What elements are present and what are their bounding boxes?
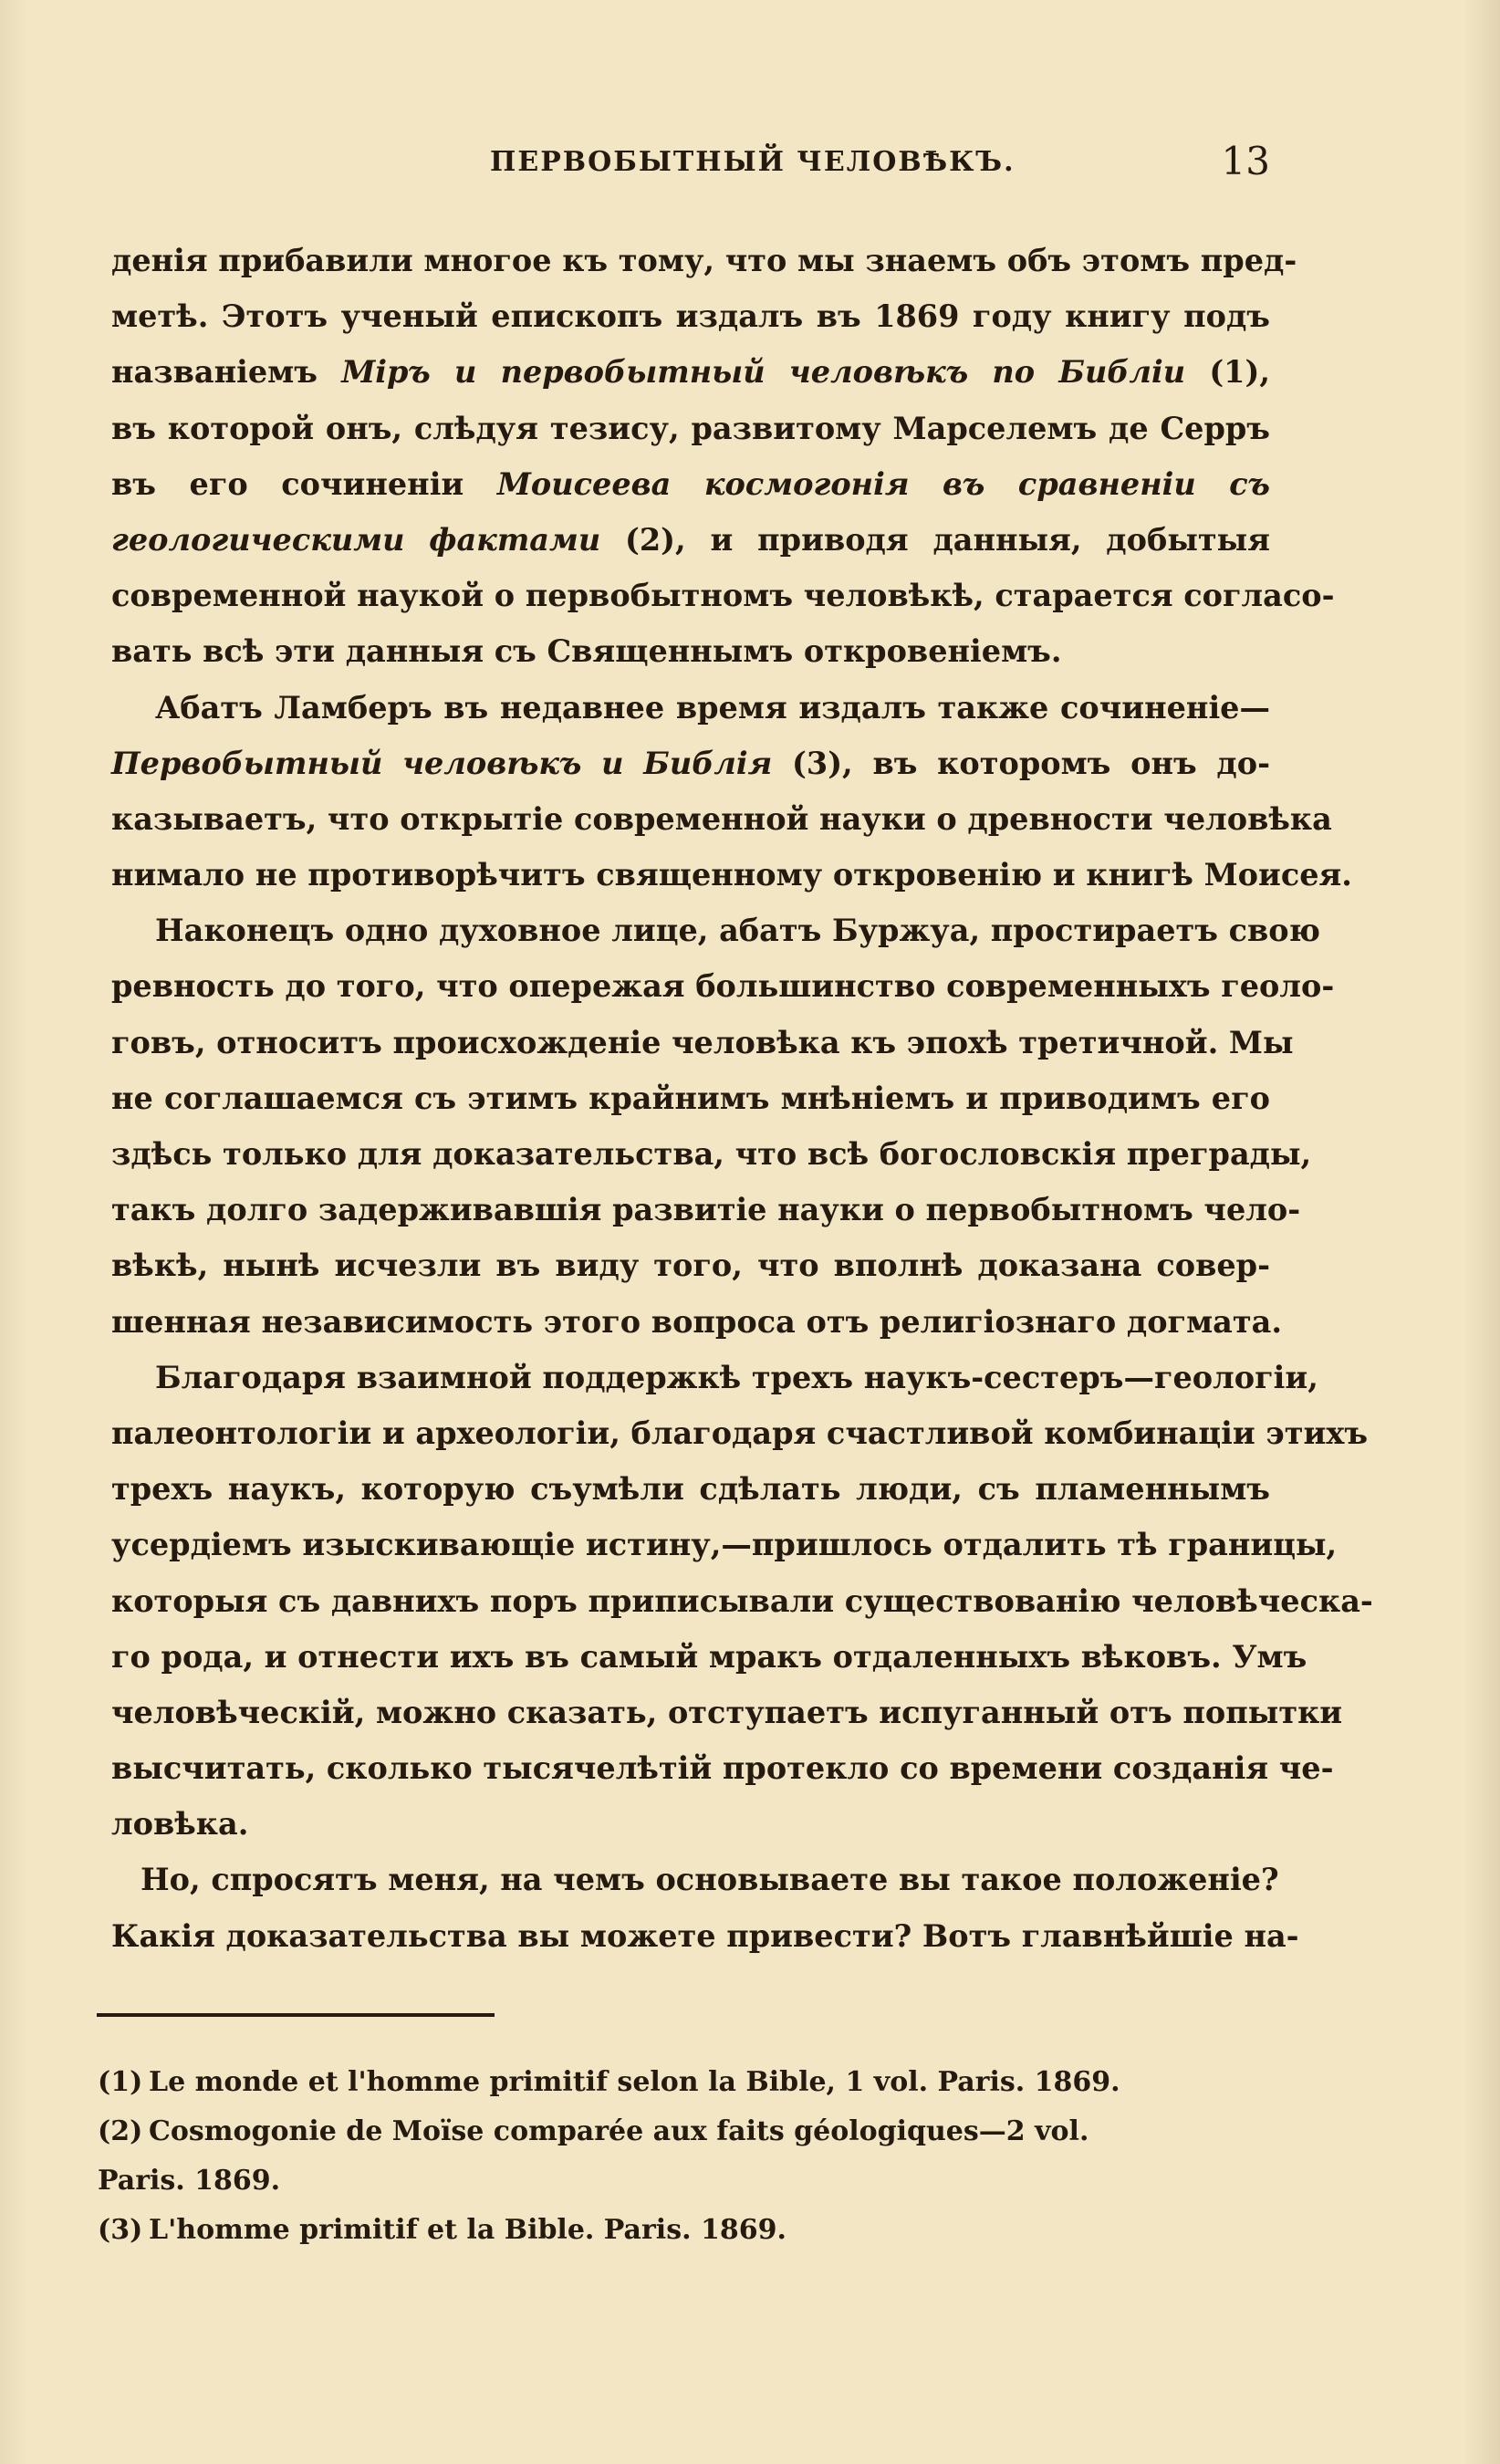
text-run: здѣсь только для доказательства, что всѣ богословскія преграды, [111, 1136, 1312, 1172]
text-run: ревность до того, что опережая большинство современныхъ геоло- [111, 968, 1335, 1005]
footnote-text: Le monde et l'homme primitif selon la Bible, 1 vol. Paris. 1869. [149, 2066, 1120, 2098]
footnote-text: L'homme primitif et la Bible. Paris. 1869. [149, 2214, 786, 2246]
text-run: (2), и приводя данныя, добытыя [600, 521, 1270, 558]
italic-title: Моисеева космогонія въ сравненіи съ [496, 465, 1270, 502]
text-line [111, 1405, 1369, 1461]
text-run: трехъ наукъ, которую съумѣли сдѣлать люди, съ пламеннымъ [111, 1471, 1270, 1508]
text-run: человѣческій, можно сказать, отступаетъ испуганный отъ попытки [111, 1694, 1343, 1730]
footnote-line [98, 2206, 1270, 2255]
text-run: говъ, относитъ происхожденіе человѣка къ эпохѣ третичной. Мы [111, 1024, 1294, 1060]
text-line [111, 1852, 1279, 1907]
footnote-mark: (1) [98, 2066, 143, 2098]
text-line [111, 1796, 1270, 1852]
footnote-text: Paris. 1869. [98, 2165, 281, 2197]
text-run: нимало не противорѣчитъ священному откровенію и книгѣ Моисея. [111, 857, 1352, 893]
paragraph [111, 903, 1335, 1350]
text-line [111, 456, 1270, 512]
text-line [111, 623, 1270, 679]
text-line [111, 1182, 1301, 1237]
italic-title: Міръ и первобытный человѣкъ по Библіи [341, 354, 1186, 391]
text-run: въ его сочиненіи [111, 465, 497, 502]
footnote-line [98, 2156, 1270, 2206]
text-line [111, 1461, 1270, 1517]
page-header [111, 139, 1270, 193]
page-edge-shadow-right [1464, 0, 1500, 2464]
text-line [111, 288, 1270, 344]
footnote-line [98, 2058, 1270, 2107]
text-line [111, 1573, 1373, 1629]
footnote-text: Cosmogonie de Moïse comparée aux faits géologiques—2 vol. [149, 2115, 1089, 2147]
paragraph [111, 680, 1352, 903]
text-line [111, 903, 1320, 958]
text-run: го рода, и отнести ихъ въ самый мракъ отдаленныхъ вѣковъ. Умъ [111, 1638, 1307, 1675]
text-run: современной наукой о первобытномъ человѣкѣ, старается согласо- [111, 578, 1335, 614]
text-line [111, 1237, 1270, 1293]
text-line [111, 1740, 1334, 1796]
text-run: Но, спросятъ меня, на чемъ основываете вы такое положеніе? [141, 1862, 1279, 1898]
footnote [98, 2107, 1270, 2206]
text-run: названіемъ [111, 354, 342, 391]
footnote-mark: (2) [98, 2115, 143, 2147]
text-line [111, 512, 1270, 568]
text-line [111, 1908, 1299, 1964]
text-line [111, 1015, 1294, 1070]
text-line [111, 233, 1297, 288]
footnote [98, 2206, 1270, 2255]
italic-title: геологическими фактами [111, 521, 601, 558]
text-run: (1), [1185, 354, 1271, 391]
paragraph [111, 1350, 1373, 1853]
text-run: шенная независимость этого вопроса отъ религіознаго догмата. [111, 1303, 1283, 1340]
text-line [111, 344, 1270, 400]
text-line [111, 401, 1270, 456]
body-text [111, 233, 1373, 1964]
text-run: Абатъ Ламберъ въ недавнее время издалъ также сочиненіе— [155, 689, 1270, 726]
text-line [111, 958, 1335, 1014]
text-run: которыя съ давнихъ поръ приписывали существованію человѣческа- [111, 1582, 1373, 1619]
text-run: ловѣка. [111, 1806, 249, 1843]
footnote-separator [97, 2013, 495, 2017]
text-line [111, 791, 1332, 847]
text-run: высчитать, сколько тысячелѣтій протекло со времени созданія че- [111, 1750, 1334, 1787]
text-run: (3), въ которомъ онъ до- [772, 745, 1270, 781]
text-line [111, 847, 1352, 903]
text-line [111, 680, 1270, 736]
text-line [111, 1070, 1270, 1126]
text-run: палеонтологіи и археологіи, благодаря счастливой комбинаціи этихъ [111, 1415, 1369, 1451]
text-run: вать всѣ эти данныя съ Священнымъ откровеніемъ. [111, 633, 1062, 670]
text-line [111, 1685, 1343, 1740]
text-line [111, 736, 1270, 791]
text-run: денія прибавили многое къ тому, что мы знаемъ объ этомъ пред- [111, 243, 1297, 278]
text-line [111, 568, 1335, 623]
text-run: метѣ. Этотъ ученый епископъ издалъ въ 1869 году книгу подъ [111, 298, 1270, 335]
text-run: вѣкѣ, нынѣ исчезли въ виду того, что вполнѣ доказана совер- [111, 1248, 1270, 1284]
text-run: въ которой онъ, слѣдуя тезису, развитому Марселемъ де Серръ [111, 410, 1270, 446]
text-line [111, 1517, 1338, 1572]
text-run: Какія доказательства вы можете привести? Вотъ главнѣйшіе на- [111, 1917, 1299, 1954]
text-run: такъ долго задерживавшія развитіе науки о первобытномъ чело- [111, 1192, 1301, 1228]
running-head: ПЕРВОБЫТНЫЙ ЧЕЛОВѢКЪ. [490, 146, 1016, 178]
text-run: Наконецъ одно духовное лице, абатъ Буржуа, простираетъ свою [155, 913, 1320, 949]
text-run: Благодаря взаимной поддержкѣ трехъ наукъ-сестеръ—геологіи, [155, 1359, 1318, 1395]
paragraph [111, 233, 1335, 680]
text-run: не соглашаемся съ этимъ крайнимъ мнѣніемъ и приводимъ его [111, 1080, 1270, 1116]
text-line [111, 1126, 1312, 1182]
text-run: усердіемъ изыскивающіе истину,—пришлось отдалить тѣ границы, [111, 1527, 1338, 1563]
paragraph [111, 1852, 1299, 1963]
text-line [111, 1350, 1318, 1405]
page-edge-shadow-left [0, 0, 27, 2464]
text-line [111, 1629, 1307, 1685]
footnotes [98, 2058, 1270, 2255]
footnote-mark: (3) [98, 2214, 143, 2246]
page-number: 13 [1221, 139, 1270, 183]
italic-title: Первобытный человѣкъ и Библія [111, 745, 773, 781]
text-run: казываетъ, что открытіе современной науки о древности человѣка [111, 800, 1332, 837]
footnote [98, 2058, 1270, 2107]
footnote-line [98, 2107, 1270, 2156]
text-line [111, 1294, 1283, 1350]
